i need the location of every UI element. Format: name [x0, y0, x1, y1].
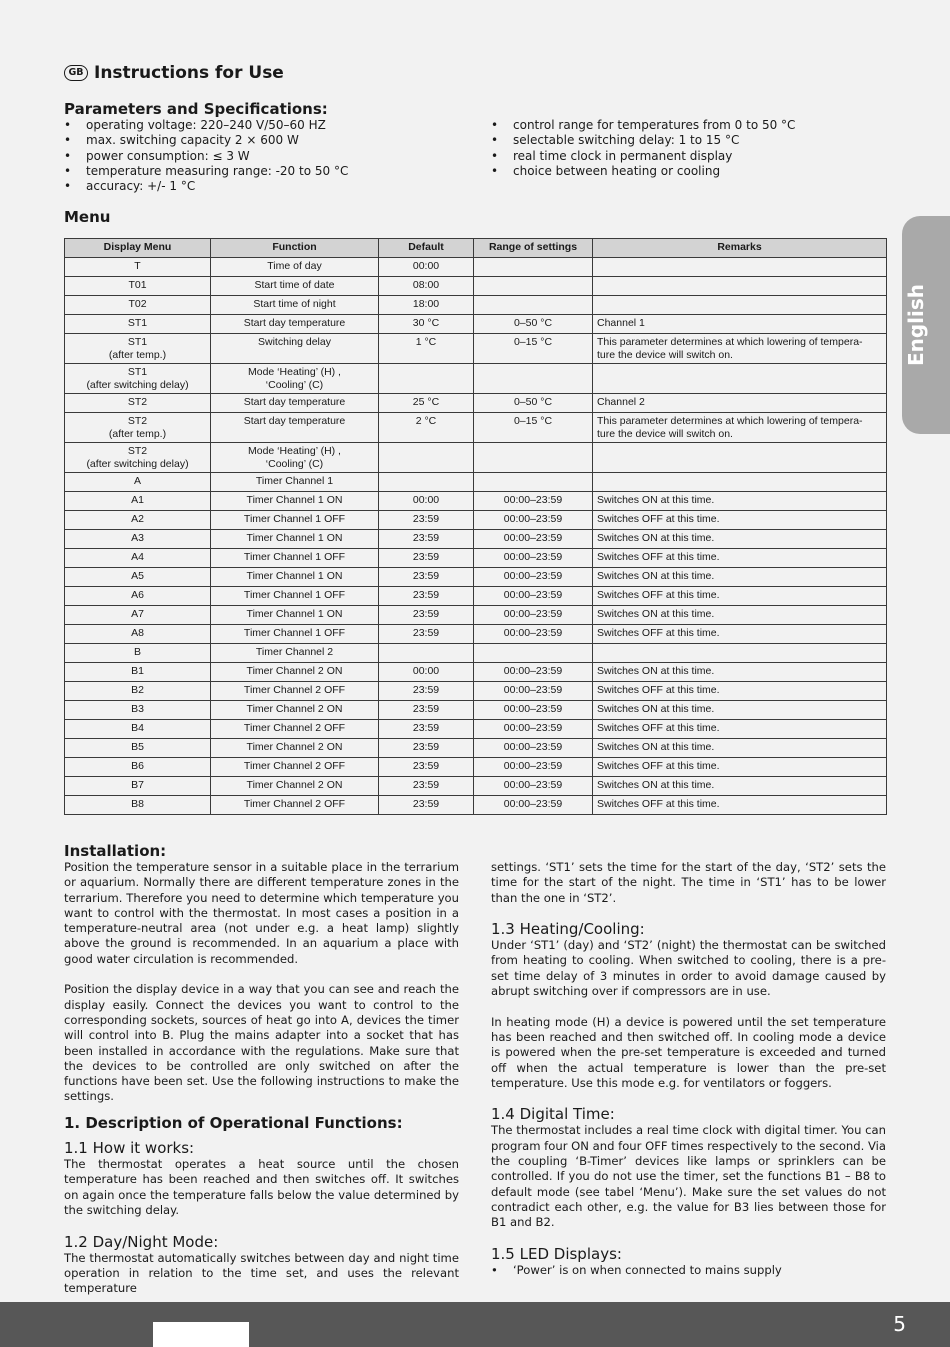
table-cell-default	[379, 644, 474, 663]
right-column	[491, 860, 886, 1293]
page-title	[64, 63, 284, 83]
table-cell-remarks	[593, 364, 887, 394]
table-cell-function: Timer Channel 1 ON	[211, 568, 379, 587]
table-cell-function: Timer Channel 2 OFF	[211, 720, 379, 739]
table-cell-display: A1	[65, 492, 211, 511]
table-cell-display: A3	[65, 530, 211, 549]
table-cell-remarks	[593, 296, 887, 315]
table-row	[65, 443, 887, 473]
table-cell-display: T	[65, 258, 211, 277]
table-row	[65, 394, 887, 413]
table-cell-remarks: This parameter determines at which lowering of tempera- ture the device will switch on.	[593, 413, 887, 443]
table-cell-display: ST1 (after temp.)	[65, 334, 211, 364]
table-cell-display: B4	[65, 720, 211, 739]
table-cell-range	[474, 473, 593, 492]
table-cell-display: A6	[65, 587, 211, 606]
table-cell-display: B5	[65, 739, 211, 758]
table-row	[65, 530, 887, 549]
table-row	[65, 364, 887, 394]
table-cell-range: 00:00–23:59	[474, 492, 593, 511]
table-row	[65, 720, 887, 739]
table-cell-range: 00:00–23:59	[474, 739, 593, 758]
table-cell-range: 00:00–23:59	[474, 530, 593, 549]
table-cell-remarks	[593, 473, 887, 492]
section-1-5-heading: 1.5 LED Displays:	[491, 1244, 622, 1263]
table-cell-remarks: Switches OFF at this time.	[593, 587, 887, 606]
table-cell-default: 00:00	[379, 492, 474, 511]
table-cell-range: 00:00–23:59	[474, 511, 593, 530]
table-cell-range: 0–50 °C	[474, 315, 593, 334]
gb-country-badge: GB	[64, 65, 88, 81]
table-row	[65, 758, 887, 777]
table-cell-remarks: Switches OFF at this time.	[593, 682, 887, 701]
table-row	[65, 413, 887, 443]
specs-list-right	[491, 118, 795, 179]
table-cell-remarks: Switches OFF at this time.	[593, 796, 887, 815]
menu-table-body	[65, 258, 887, 815]
table-cell-default: 08:00	[379, 277, 474, 296]
page-number: 5	[893, 1312, 906, 1336]
col-header-function: Function	[211, 239, 379, 258]
table-cell-range	[474, 443, 593, 473]
table-cell-display: B1	[65, 663, 211, 682]
table-cell-default: 23:59	[379, 758, 474, 777]
section-1-2-text-continued: settings. ‘ST1’ sets the time for the start of the day, ‘ST2’ sets the time for the start of the night. The time in ‘ST1’ has to be lower than the one in ‘ST2’.	[491, 860, 886, 905]
table-row	[65, 644, 887, 663]
table-cell-remarks: Channel 1	[593, 315, 887, 334]
table-cell-range: 00:00–23:59	[474, 568, 593, 587]
table-cell-display: B6	[65, 758, 211, 777]
table-row	[65, 549, 887, 568]
table-cell-default: 23:59	[379, 549, 474, 568]
table-cell-remarks: Switches OFF at this time.	[593, 549, 887, 568]
table-cell-range: 00:00–23:59	[474, 606, 593, 625]
table-cell-remarks: Switches OFF at this time.	[593, 758, 887, 777]
table-row	[65, 258, 887, 277]
section-1-heading: 1. Description of Operational Functions:	[64, 1114, 403, 1133]
table-cell-remarks	[593, 644, 887, 663]
table-cell-range: 00:00–23:59	[474, 663, 593, 682]
spec-item: • choice between heating or cooling	[491, 164, 795, 179]
table-cell-range	[474, 644, 593, 663]
table-row	[65, 587, 887, 606]
table-cell-range: 00:00–23:59	[474, 625, 593, 644]
specs-list-left	[64, 118, 348, 194]
table-row	[65, 625, 887, 644]
table-cell-default: 23:59	[379, 701, 474, 720]
section-1-3-paragraph-2: In heating mode (H) a device is powered until the set temperature has been reached and then switched off. In cooling mode a device is powered when the pre-set temperature is exceeded and turned off when the actual temperature is lower than the pre-set temperature. Use this mode e.g. for ventilators or foggers.	[491, 1014, 886, 1090]
table-cell-remarks: Switches OFF at this time.	[593, 625, 887, 644]
table-cell-function: Timer Channel 2 ON	[211, 739, 379, 758]
table-cell-function: Timer Channel 2	[211, 644, 379, 663]
table-cell-function: Timer Channel 2 ON	[211, 701, 379, 720]
table-cell-function: Timer Channel 1 ON	[211, 492, 379, 511]
table-cell-function: Timer Channel 2 ON	[211, 663, 379, 682]
table-cell-remarks: Switches ON at this time.	[593, 492, 887, 511]
table-cell-function: Timer Channel 1 OFF	[211, 625, 379, 644]
table-cell-range: 00:00–23:59	[474, 682, 593, 701]
col-header-default: Default	[379, 239, 474, 258]
table-cell-display: ST2 (after temp.)	[65, 413, 211, 443]
table-cell-range: 00:00–23:59	[474, 549, 593, 568]
table-cell-display: B8	[65, 796, 211, 815]
table-cell-display: T01	[65, 277, 211, 296]
table-cell-function: Switching delay	[211, 334, 379, 364]
table-cell-function: Timer Channel 1	[211, 473, 379, 492]
table-cell-default: 18:00	[379, 296, 474, 315]
table-cell-default: 23:59	[379, 739, 474, 758]
col-header-remarks: Remarks	[593, 239, 887, 258]
menu-table-header	[65, 239, 887, 258]
table-cell-range	[474, 296, 593, 315]
language-tab-label: English	[904, 283, 928, 367]
table-cell-remarks: Switches ON at this time.	[593, 606, 887, 625]
table-cell-remarks: Switches ON at this time.	[593, 663, 887, 682]
table-cell-range: 0–50 °C	[474, 394, 593, 413]
table-cell-range: 00:00–23:59	[474, 587, 593, 606]
table-cell-function: Timer Channel 2 OFF	[211, 758, 379, 777]
spec-item: • accuracy: +/- 1 °C	[64, 179, 348, 194]
table-row	[65, 492, 887, 511]
left-column	[64, 843, 459, 1312]
table-row	[65, 777, 887, 796]
menu-heading: Menu	[64, 208, 111, 226]
spec-item: • operating voltage: 220–240 V/50–60 HZ	[64, 118, 348, 133]
table-cell-remarks	[593, 443, 887, 473]
section-1-5-bullet: • ‘Power’ is on when connected to mains supply	[491, 1263, 886, 1278]
table-cell-range	[474, 258, 593, 277]
table-cell-range: 00:00–23:59	[474, 777, 593, 796]
installation-paragraph-2: Position the display device in a way that you can see and reach the display easily. Connect the devices you want to control to the corresponding sockets, sources of heat go into A, devices the timer will control into B. Plug the mains adapter into a socket that has been installed in accordance with the regulations. Make sure that the devices to be controlled are only switched on after the functions have been set. Use the following instructions to make the settings.	[64, 982, 459, 1104]
table-row	[65, 511, 887, 530]
section-1-4-text: The thermostat includes a real time clock with digital timer. You can program four ON and four OFF times respectively to the second. Via the coupling ‘B-Timer’ devices like lamps or sprinklers can be controlled. If you do not use the timer, set the functions B1 – B8 to default mode (see tabel ‘Menu’). Make sure the set values do not contradict each other, e.g. the value for B3 lies between those for B1 and B2.	[491, 1123, 887, 1230]
table-cell-display: A	[65, 473, 211, 492]
table-cell-range	[474, 364, 593, 394]
table-cell-display: B3	[65, 701, 211, 720]
table-cell-range: 00:00–23:59	[474, 701, 593, 720]
table-cell-range: 00:00–23:59	[474, 758, 593, 777]
table-cell-default: 23:59	[379, 682, 474, 701]
table-cell-display: A7	[65, 606, 211, 625]
table-cell-default: 23:59	[379, 777, 474, 796]
table-cell-range: 0–15 °C	[474, 413, 593, 443]
table-cell-remarks: Switches ON at this time.	[593, 530, 887, 549]
table-cell-function: Timer Channel 1 OFF	[211, 549, 379, 568]
table-cell-remarks	[593, 258, 887, 277]
table-cell-display: ST2 (after switching delay)	[65, 443, 211, 473]
table-row	[65, 315, 887, 334]
spec-item: • max. switching capacity 2 × 600 W	[64, 133, 348, 148]
table-cell-remarks	[593, 277, 887, 296]
table-cell-default: 00:00	[379, 663, 474, 682]
table-row	[65, 568, 887, 587]
table-cell-default: 23:59	[379, 720, 474, 739]
table-cell-default: 23:59	[379, 625, 474, 644]
specs-heading: Parameters and Specifications:	[64, 100, 328, 118]
section-1-1-heading: 1.1 How it works:	[64, 1139, 195, 1158]
installation-heading: Installation:	[64, 842, 167, 860]
table-cell-range: 00:00–23:59	[474, 720, 593, 739]
table-cell-function: Start day temperature	[211, 394, 379, 413]
table-cell-display: T02	[65, 296, 211, 315]
table-row	[65, 682, 887, 701]
table-row	[65, 473, 887, 492]
table-cell-remarks: This parameter determines at which lowering of tempera- ture the device will switch on.	[593, 334, 887, 364]
table-row	[65, 701, 887, 720]
table-cell-default	[379, 364, 474, 394]
table-cell-function: Mode ‘Heating’ (H) , ‘Cooling’ (C)	[211, 364, 379, 394]
table-cell-function: Timer Channel 1 ON	[211, 530, 379, 549]
section-1-2-heading: 1.2 Day/Night Mode:	[64, 1232, 219, 1251]
table-cell-default: 23:59	[379, 606, 474, 625]
table-cell-default: 1 °C	[379, 334, 474, 364]
table-cell-remarks: Switches OFF at this time.	[593, 720, 887, 739]
spec-item: • real time clock in permanent display	[491, 149, 795, 164]
table-cell-display: A5	[65, 568, 211, 587]
table-cell-display: ST1 (after switching delay)	[65, 364, 211, 394]
table-cell-function: Timer Channel 2 OFF	[211, 682, 379, 701]
table-cell-function: Start day temperature	[211, 413, 379, 443]
table-row	[65, 796, 887, 815]
table-cell-function: Timer Channel 2 OFF	[211, 796, 379, 815]
section-1-3-heading: 1.3 Heating/Cooling:	[491, 920, 645, 939]
table-cell-function: Start time of night	[211, 296, 379, 315]
table-cell-default: 25 °C	[379, 394, 474, 413]
table-cell-function: Timer Channel 1 ON	[211, 606, 379, 625]
section-1-1-text: The thermostat operates a heat source until the chosen temperature has been reached and then switches off. It switches on again once the temperature falls below the value determined by the switching delay.	[64, 1157, 459, 1217]
table-cell-remarks: Switches ON at this time.	[593, 777, 887, 796]
table-cell-display: B2	[65, 682, 211, 701]
table-cell-default: 23:59	[379, 568, 474, 587]
table-cell-function: Time of day	[211, 258, 379, 277]
table-cell-default	[379, 443, 474, 473]
spec-item: • selectable switching delay: 1 to 15 °C	[491, 133, 795, 148]
table-row	[65, 663, 887, 682]
table-cell-default	[379, 473, 474, 492]
table-row	[65, 277, 887, 296]
table-cell-range	[474, 277, 593, 296]
table-cell-function: Start time of date	[211, 277, 379, 296]
table-cell-display: A4	[65, 549, 211, 568]
table-row	[65, 739, 887, 758]
table-cell-display: ST1	[65, 315, 211, 334]
section-1-3-paragraph-1: Under ‘ST1’ (day) and ‘ST2’ (night) the thermostat can be switched from heating to cooling. When switched to cooling, there is a pre-set time delay of 3 minutes in order to avoid damage caused by abrupt switching over if compressors are in use.	[491, 938, 886, 999]
table-cell-default: 00:00	[379, 258, 474, 277]
table-cell-function: Timer Channel 1 OFF	[211, 587, 379, 606]
table-cell-remarks: Switches OFF at this time.	[593, 511, 887, 530]
table-cell-default: 23:59	[379, 511, 474, 530]
table-cell-function: Mode ‘Heating’ (H) , ‘Cooling’ (C)	[211, 443, 379, 473]
spec-item: • power consumption: ≤ 3 W	[64, 149, 348, 164]
table-cell-function: Timer Channel 1 OFF	[211, 511, 379, 530]
table-cell-display: B	[65, 644, 211, 663]
table-row	[65, 606, 887, 625]
table-cell-display: A8	[65, 625, 211, 644]
footer-white-box	[153, 1322, 249, 1347]
section-1-2-text: The thermostat automatically switches between day and night time operation in relation to the time set, and uses the relevant temperature	[64, 1250, 459, 1296]
installation-paragraph-1: Position the temperature sensor in a suitable place in the terrarium or aquarium. Normally there are different temperature zones in the terrarium. Therefore you need to determine which temperature you want to control with the thermostat. In most cases a position in a temperature-neutral area (not under e.g. a heat lamp) slightly above the ground is recommended. In an aquarium a place with good water circulation is recommended.	[64, 860, 459, 966]
table-cell-remarks: Switches ON at this time.	[593, 739, 887, 758]
table-cell-default: 23:59	[379, 530, 474, 549]
language-side-tab	[902, 216, 950, 434]
table-cell-default: 23:59	[379, 587, 474, 606]
footer-bar	[0, 1302, 950, 1347]
page-title-text: Instructions for Use	[94, 63, 284, 83]
table-cell-function: Timer Channel 2 ON	[211, 777, 379, 796]
table-cell-display: ST2	[65, 394, 211, 413]
table-cell-display: B7	[65, 777, 211, 796]
spec-item: • control range for temperatures from 0 to 50 °C	[491, 118, 795, 133]
table-cell-display: A2	[65, 511, 211, 530]
table-cell-range: 00:00–23:59	[474, 796, 593, 815]
col-header-display-menu: Display Menu	[65, 239, 211, 258]
table-cell-range: 0–15 °C	[474, 334, 593, 364]
table-row	[65, 334, 887, 364]
spec-item: • temperature measuring range: -20 to 50 °C	[64, 164, 348, 179]
table-cell-default: 30 °C	[379, 315, 474, 334]
menu-table	[64, 238, 887, 815]
table-cell-function: Start day temperature	[211, 315, 379, 334]
table-row	[65, 296, 887, 315]
table-cell-remarks: Switches ON at this time.	[593, 568, 887, 587]
section-1-4-heading: 1.4 Digital Time:	[491, 1105, 615, 1124]
table-cell-remarks: Switches ON at this time.	[593, 701, 887, 720]
table-cell-default: 2 °C	[379, 413, 474, 443]
col-header-range: Range of settings	[474, 239, 593, 258]
table-cell-remarks: Channel 2	[593, 394, 887, 413]
table-cell-default: 23:59	[379, 796, 474, 815]
